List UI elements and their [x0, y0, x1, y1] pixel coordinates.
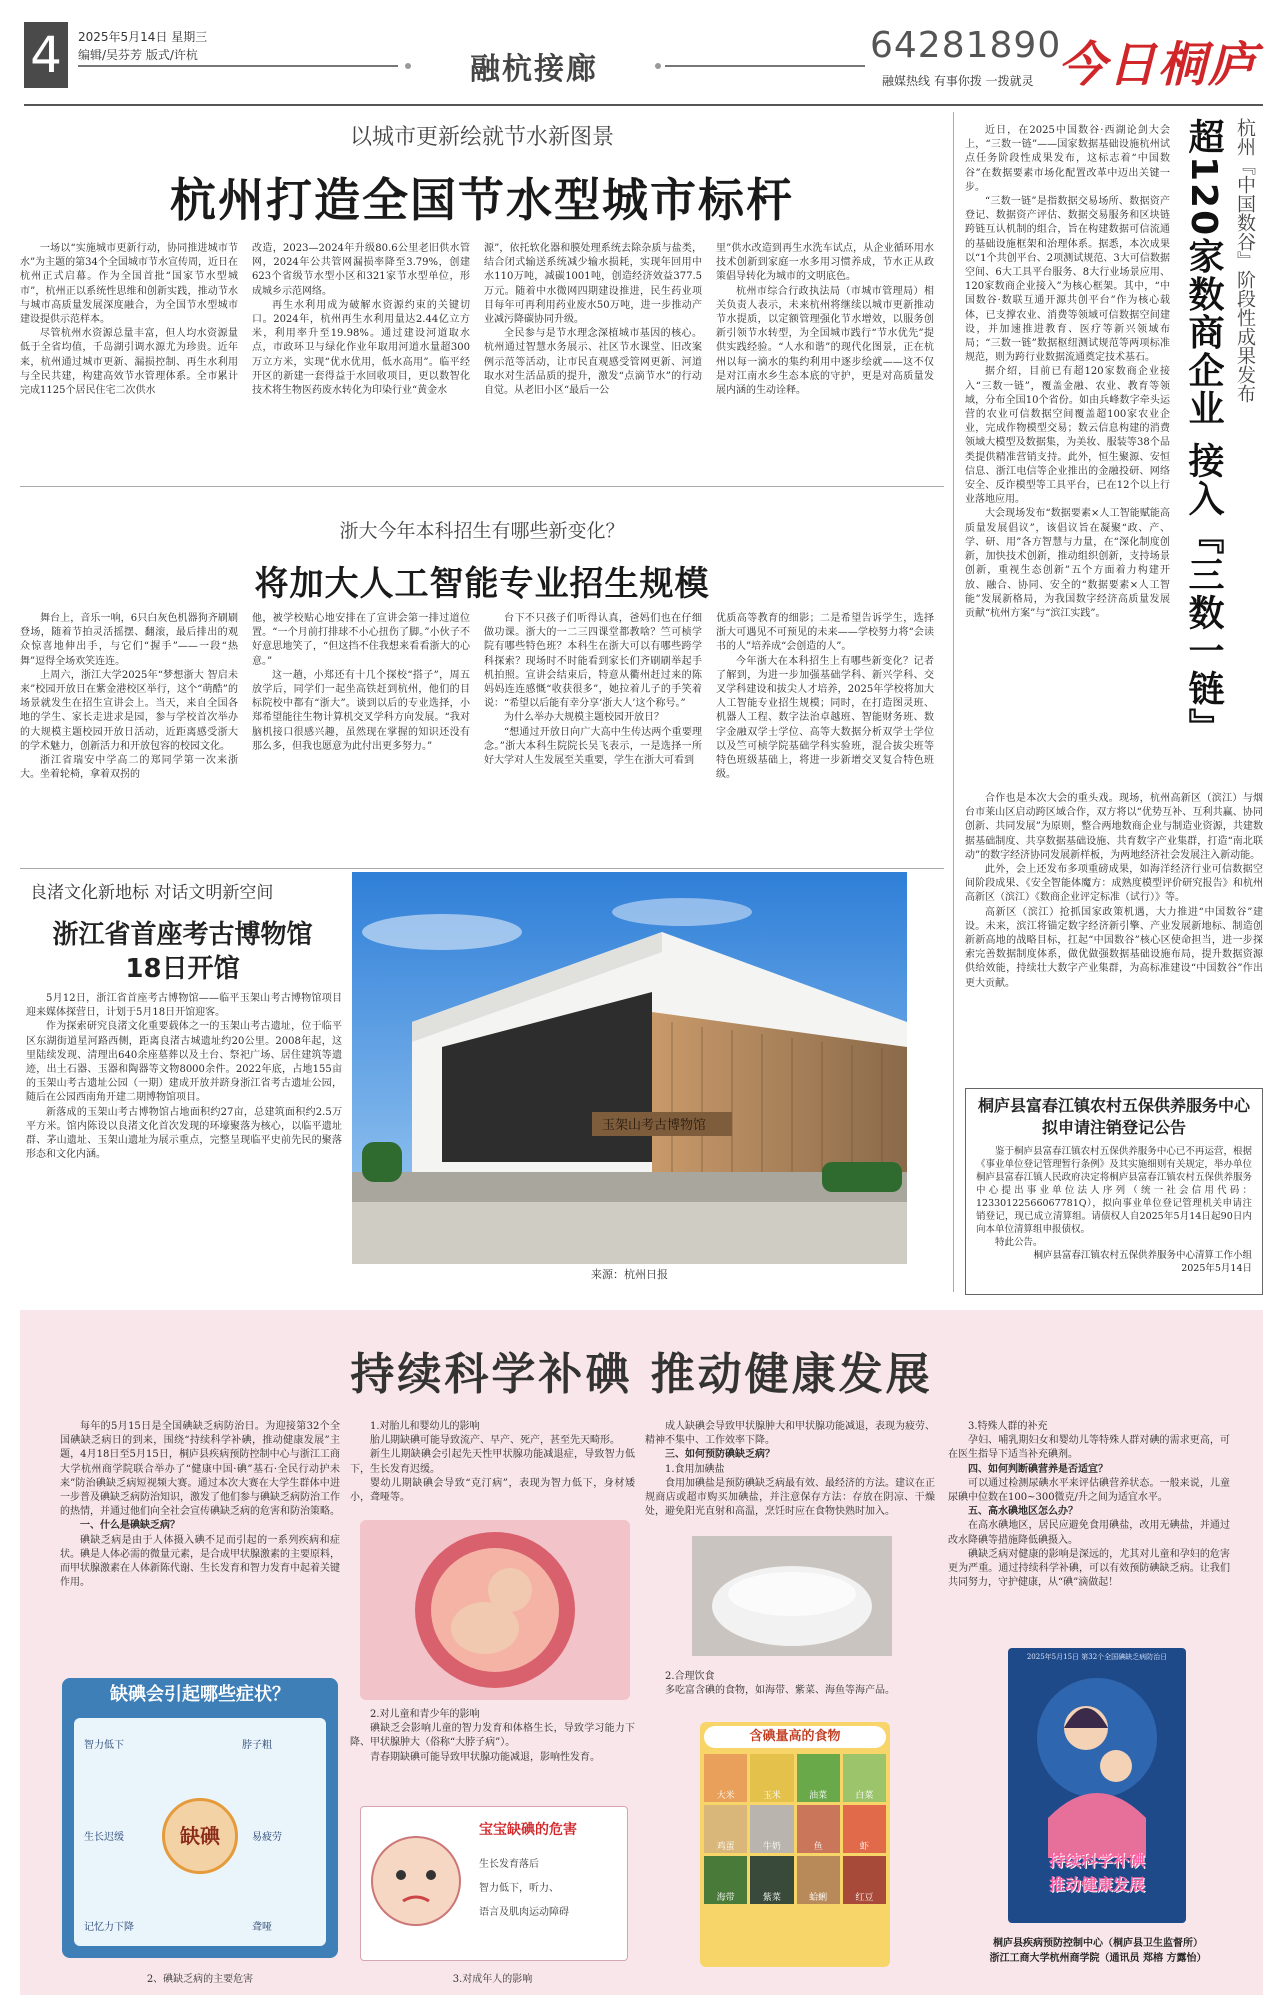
mother-child-illustration [1008, 1668, 1186, 1858]
health-paragraph: 多吃富含碘的食物，如海带、紫菜、海鱼等海产品。 [665, 1685, 895, 1697]
poster-caption: 2、碘缺乏病的主要危害 [146, 1974, 254, 1985]
museum-headline-2: 18日开馆 [125, 954, 240, 984]
zju-article [20, 494, 944, 862]
water-paragraph: 全民参与是节水理念深植城市基因的核心。杭州通过智慧水务展示、社区节水课堂、旧改案例示范等活动，让市民直观感受管网更新、河道取水对生活品质的提升，激发“点滴节水”的行动自觉。从老旧小区“最后一公 [484, 328, 702, 397]
food-item: 油菜 [797, 1754, 840, 1802]
iodine-foods-poster [700, 1722, 890, 1967]
health-paragraph: 碘缺乏病是由于人体摄入碘不足而引起的一系列疾病和症状。碘是人体必需的微量元素，是合成甲状腺激素的主要原料，而甲状腺激素在人体新陈代谢、生长发育和智力发育中起着关键作用。 [60, 1534, 340, 1589]
credit-line-2: 浙江工商大学杭州商学院（通讯员 郑榕 方露怡） [989, 1953, 1207, 1964]
campaign-poster-title-1: 持续科学补碘 [1048, 1851, 1145, 1870]
health-subheading: 1.对胎儿和婴幼儿的影响 [370, 1421, 480, 1432]
museum-kicker: 良渚文化新地标 对话文明新空间 [30, 883, 274, 903]
header-bottom-rule [24, 104, 1263, 106]
museum-paragraph: 5月12日，浙江省首座考古博物馆——临平玉架山考古博物馆项目迎来媒体探营日，计划于5月18日开馆迎客。 [26, 993, 342, 1019]
header-rule-left [78, 65, 398, 67]
header-meta [78, 28, 207, 64]
foods-poster-title: 含碘量高的食物 [704, 1726, 886, 1748]
health-paragraph: 胎儿期缺碘可能导致流产、早产、死产，甚至先天畸形。 [370, 1435, 620, 1447]
food-item: 虾 [843, 1805, 886, 1853]
foods-grid [704, 1754, 886, 1904]
water-paragraph: 源”，依托软化器和膜处理系统去除杂质与盐类，结合闭式输送系统减少输水损耗，实现年回用中水110万吨，减碳1001吨，创造经济效益377.5万元。随着中水微网四期建设推进，民生药业项目每年可再利用药业废水50万吨，进一步推动产业减污降碳协同升级。 [484, 243, 702, 326]
health-credits [948, 1936, 1248, 1966]
zju-paragraph: 这一趟，小郑还有十几个探校“搭子”，周五放学后，同学们一起坐高铁赶到杭州，他们的目标院校中都有“浙大”。谈到以后的专业选择，小郑希望能往生物计算机交叉学科方向发展。“我对脑机接口很感兴趣，虽然现在掌握的知识还没有那么多，但我也愿意为此付出更多努力。” [252, 669, 470, 752]
health-paragraph: 食用加碘盐是预防碘缺乏病最有效、最经济的方法。建议在正规商店或超市购买加碘盐，并注意保存方法：存放在阴凉、干燥处，避免阳光直射和高温，烹饪时应在食物快熟时加入。 [645, 1477, 935, 1518]
food-item: 白菜 [843, 1754, 886, 1802]
water-article [20, 112, 944, 477]
digital-paragraph: 高新区（滨江）抢抓国家政策机遇，大力推进“中国数谷”建设。未来，滨江将锚定数字经济新引擎、产业发展新地标、制造创新新高地的战略目标，扛起“中国数谷”核心区使命担当，进一步探索完善数据制度体系，做优做强数据基础设施布局，提升数据资源供给效能，持续壮大数字产业集群，为高标准建设“中国数谷”作出更大贡献。 [965, 906, 1263, 989]
zju-paragraph: 今年浙大在本科招生上有哪些新变化？记者了解到，为进一步加强基础学科、新兴学科、交叉学科建设和拔尖人才培养，2025年学校将加大人工智能专业招生规模；同时，在打造图灵班、机器人工程、数字法治卓越班、智能财务班、数字金融双学士学位、高等大数据分析双学士学位以及竺可桢学院基础学科实验班，混合拔尖班等特色班级基础上，将进一步新增交叉复合特色班级。 [716, 655, 934, 781]
newspaper-masthead: 今日桐庐 [1058, 37, 1259, 93]
zju-paragraph: 浙江省瑞安中学高二的郑同学第一次来浙大。坐着轮椅，拿着双拐的 [20, 755, 238, 781]
poster-caption: 3.对成年人的影响 [452, 1974, 533, 1985]
water-kicker: 以城市更新绘就节水新图景 [349, 125, 614, 150]
symptom-label: 生长迟缓 [84, 1832, 124, 1843]
poster-title: 缺碘会引起哪些症状？ [110, 1684, 290, 1705]
health-headline: 持续科学补碘 推动健康发展 [350, 1349, 933, 1400]
fetus-illustration [360, 1520, 630, 1700]
notice-body: 鉴于桐庐县富春江镇农村五保供养服务中心已不再运营，根据《事业单位登记管理暂行条例》及其实施细则有关规定，举办单位桐庐县富春江镇人民政府决定将桐庐县富春江镇农村五保供养服务中心提出事业单位法人序列（统一社会信用代码：12330122566067781Q），拟向事业单位登记管理机关申请注销登记，现已成立清算组。请债权人自2025年5月14日起90日内向本单位清算组申报债权。 [976, 1146, 1252, 1235]
page-number: 4 [24, 22, 68, 88]
notice-title-1: 桐庐县富春江镇农村五保供养服务中心 [977, 1096, 1250, 1115]
food-item: 大米 [704, 1754, 747, 1802]
baby-poster-item: 语言及肌肉运动障碍 [479, 1907, 569, 1918]
divider [20, 868, 944, 869]
zju-kicker: 浙大今年本科招生有哪些新变化？ [339, 520, 625, 542]
header-dot-left [405, 63, 411, 69]
museum-article [20, 872, 345, 1292]
health-column-3 [645, 1420, 935, 1519]
health-paragraph: 成人缺碘会导致甲状腺肿大和甲状腺功能减退，表现为疲劳、精神不集中、工作效率下降。 [645, 1421, 935, 1447]
zju-paragraph: “想通过开放日向广大高中生传达两个重要理念。”浙大本科生院院长吴飞表示，一是选择一所好大学对人生发展至关重要，学生在浙大可看到 [484, 726, 702, 767]
page-header [0, 0, 1280, 112]
health-subheading: 1.食用加碘盐 [665, 1463, 725, 1475]
water-paragraph: 尽管杭州水资源总量丰富，但人均水资源量低于全省均值，千岛湖引调水源尤为珍贵。近年来，杭州通过城市更新、漏损控制、再生水利用与全民共建，构建高效节水管理体系。全市累计完成1125个居民住宅二次供水 [20, 328, 238, 397]
symptom-label: 脖子粗 [242, 1740, 272, 1751]
symptom-label: 智力低下 [84, 1740, 124, 1751]
digital-column-a [965, 124, 1170, 621]
campaign-poster-title-2: 推动健康发展 [1048, 1875, 1145, 1894]
campaign-poster-top: 2025年5月15日 第32个全国碘缺乏病防治日 [1026, 1653, 1168, 1661]
iodized-salt-photo [692, 1536, 892, 1656]
food-item: 海带 [704, 1856, 747, 1904]
museum-photo [352, 872, 907, 1286]
baby-poster-item: 智力低下，听力、 [479, 1883, 559, 1894]
digital-paragraph: 据介绍，目前已有超120家数商企业接入“三数一链”，覆盖金融、农业、教育等领域，分布全国10个省份。如由兵峰数字牵头运营的农业可信数据空间覆盖超100家农业企业，完成作物模型交易；数云信息构建的消费领域大模型及数据集，为美妆、服装等38个品类提供精准营销支持。此外，恒生聚源、安恒信息、浙江电信等企业推出的金融投研、网络安全、反诈模型等工具平台，已在12个以上行业落地应用。 [965, 366, 1170, 506]
notice-title-2: 拟申请注销登记公告 [1041, 1118, 1186, 1137]
food-item: 红豆 [843, 1856, 886, 1904]
baby-poster-title: 宝宝缺碘的危害 [479, 1822, 577, 1838]
health-paragraph: 婴幼儿期缺碘会导致“克汀病”，表现为智力低下，身材矮小，聋哑等。 [350, 1477, 635, 1504]
zju-paragraph: 上周六，浙江大学2025年“梦想浙大 智启未来”校园开放日在紫金港校区举行，这个“萌酷”的场景就发生在招生宣讲会上。当天，来自全国各地的学生、家长走进求是园，参与学校首次举办的大规模主题校园开放日活动，近距离感受浙大的学术魅力，创新活力和开放包容的校园文化。 [20, 669, 238, 752]
header-dot-right [655, 63, 661, 69]
water-paragraph: 一场以“实施城市更新行动，协同推进城市节水”为主题的第34个全国城市节水宣传周，近日在杭州正式启幕。作为全国首批“国家节水型城市”，杭州正以系统性思维和创新实践，推动节水与城市高质量发展深度融合，为全国节水型城市建设提供示范样本。 [20, 243, 238, 326]
notice-closing: 特此公告。 [995, 1237, 1043, 1248]
symptom-label: 易疲劳 [252, 1832, 282, 1843]
food-item: 紫菜 [750, 1856, 793, 1904]
food-item: 蛤蜊 [797, 1856, 840, 1904]
health-subheading: 2.合理饮食 [665, 1671, 715, 1682]
water-paragraph: 杭州市综合行政执法局（市城市管理局）相关负责人表示，未来杭州将继续以城市更新推动节水提质，以定额管理强化节水增效，以服务创新引领节水转型，为全国城市践行“节水优先”提供实践经验。“人水和谐”的现代化图景，正在杭州以每一滴水的集约利用中逐步绘就——这不仅是对江南水乡生态本底的守护，更是对高质量发展内涵的生动诠释。 [716, 285, 934, 397]
health-paragraph: 碘缺乏会影响儿童的智力发育和体格生长，导致学习能力下降、甲状腺肿大（俗称“大脖子病”）。 [350, 1723, 635, 1749]
museum-paragraph: 作为探索研究良渚文化重要载体之一的玉架山考古遗址，位于临平区东湖街道星河路西侧，距离良渚古城遗址约20公里。2008年起，这里陆续发现、清理出640余座墓葬以及土台、祭祀广场、居住建筑等遗迹，出土石器、玉器和陶器等文物8000余件。2022年底，占地155亩的玉架山考古遗址公园（一期）建成开放并跻身浙江省考古遗址公园，随后在公园西南角开建二期博物馆项目。 [26, 1021, 342, 1104]
food-item: 鱼 [797, 1805, 840, 1853]
water-paragraph: 里”供水改造到再生水洗车试点，从企业循环用水技术创新到家庭一水多用习惯养成，节水正从政策倡导转化为城市的文明底色。 [716, 243, 934, 283]
health-section [20, 1310, 1263, 1995]
header-rule-right [665, 65, 865, 67]
zju-paragraph: 优质高等教育的细影；二是希望告诉学生，选择浙大可遇见不可预见的未来——学校努力将“会读书的人”培养成“会创造的人”。 [716, 613, 934, 653]
digital-paragraph: 近日，在2025中国数谷·西湖论剑大会上，“三数一链”——国家数据基础设施杭州试点任务阶段性成果发布，这标志着“中国数谷”在数据要素市场化配置改革中迈出关键一步。 [965, 125, 1170, 193]
editor-credits: 编辑/吴芬芳 版式/许杭 [78, 48, 198, 62]
health-column-2 [350, 1420, 635, 1505]
photo-credit: 来源：杭州日报 [352, 1264, 907, 1286]
health-column-2b [350, 1708, 635, 1765]
water-headline: 杭州打造全国节水型城市标杆 [170, 173, 794, 227]
food-item: 牛奶 [750, 1805, 793, 1853]
poster-center-badge: 缺碘 [162, 1798, 238, 1874]
symptom-label: 聋哑 [252, 1922, 272, 1933]
section-title: 融杭接廊 [470, 52, 598, 87]
health-subheading: 2.对儿童和青少年的影响 [370, 1709, 480, 1720]
water-paragraph: 改造，2023—2024年升级80.6公里老旧供水管网，2024年公共管网漏损率降至3.79%，创建623个省级节水型小区和321家节水型单位，形成城乡示范网络。 [252, 243, 470, 297]
health-paragraph: 新生儿期缺碘会引起先天性甲状腺功能减退症，导致智力低下，生长发育迟缓。 [350, 1449, 635, 1475]
digital-vertical-kicker: 杭州『中国数谷』阶段性成果发布 [1234, 118, 1256, 403]
health-paragraph: 每年的5月15日是全国碘缺乏病防治日。为迎接第32个全国碘缺乏病日的到来，围绕“持续科学补碘，推动健康发展”主题，4月18日至5月15日，桐庐县疾病预防控制中心与浙江工商大学杭州商学院联合举办了“健康中国·碘”基石·全民行动护未来”防治碘缺乏病短视频大赛。通过本次大赛在大学生群体中进一步普及碘缺乏病防治知识，激发了他们参与碘缺乏病防治工作的热情，并通过他们向全社会宣传碘缺乏病的危害和防治策略。 [60, 1421, 340, 1518]
zju-headline: 将加大人工智能专业招生规模 [254, 564, 710, 604]
photo-sign-text: 玉架山考古博物馆 [602, 1118, 707, 1133]
notice-signer: 桐庐县富春江镇农村五保供养服务中心清算工作小组 [1033, 1250, 1252, 1261]
baby-iodine-poster [360, 1806, 628, 1961]
digital-paragraph: 合作也是本次大会的重头戏。现场，杭州高新区（滨江）与烟台市莱山区启动跨区域合作，双方将以“优势互补、互利共赢、协同创新、共同发展”为原则，整合两地数商企业与制造业资源，共建数据基础制度、共享数据基础设施、共育数字产业集群，打造“南北联动”的数字经济协同发展新样板，为两地经济社会发展注入新动能。 [965, 793, 1263, 861]
baby-poster-item: 生长发育落后 [479, 1859, 539, 1870]
health-paragraph: 在高水碘地区，居民应避免食用碘盐，改用无碘盐，并通过改水降碘等措施降低碘摄入。 [948, 1520, 1230, 1546]
salt-bowl-icon [692, 1536, 892, 1656]
public-notice [965, 1088, 1263, 1295]
health-subheading: 五、高水碘地区怎么办？ [968, 1506, 1078, 1518]
hotline-number: 64281890 [870, 25, 1062, 66]
health-paragraph: 可以通过检测尿碘水平来评估碘营养状态。一般来说，儿童尿碘中位数在100~300微克/升之间为适宜水平。 [948, 1477, 1230, 1504]
museum-paragraph: 新落成的玉架山考古博物馆占地面积约27亩，总建筑面积约2.5万平方米。馆内陈设以良渚文化首次发现的环壕聚落为核心，以临平遗址群、茅山遗址、玉架山遗址为展示重点，完整呈现临平史前先民的聚落形态和文化内涵。 [26, 1106, 342, 1161]
campaign-poster [1008, 1648, 1186, 1923]
digital-paragraph: “三数一链”是指数据交易场所、数据资产登记、数据资产评估、数据交易服务和区块链跨链互认机制的组合，旨在构建数据可信流通的基础设施框架和治理体系。据悉，本次成果以“1个共创平台、2项测试规范、3大可信数据空间、6大工具平台服务、8大行业场景应用、120家数商企业接入”为核心框架。其中，“中国数谷·数联互通开源共创平台”作为核心载体，已支撑农业、消费等领域可信数据空间建设，并加速推进教育、医疗等新兴领域布局；“三数一链”数据枢纽测试规范等两项标准规范，则为跨行业数据流通奠定技术基石。 [965, 196, 1170, 364]
symptom-label: 记忆力下降 [84, 1922, 134, 1933]
zju-paragraph: 舞台上，音乐一响，6只白灰色机器狗齐刷刷登场，随着节拍灵活摇摆、翻滚，最后排出的观众惊喜地伸出手，与它们“握手”——一段“热舞”逗得全场欢笑连连。 [20, 613, 238, 667]
credit-line-1: 桐庐县疾病预防控制中心（桐庐县卫生监督所） [993, 1938, 1203, 1949]
water-paragraph: 再生水利用成为破解水资源约束的关键切口。2024年，杭州再生水利用量达2.44亿立方米，利用率升至19.98%。通过建设河道取水点，市政环卫与绿化作业年取用河道水量超300万立方米，实现“优水优用，低水高用”。临平经开区的新建一套得益于水回收项目，更以数智化技术将生物医药废水转化为印染行业“黄金水 [252, 299, 470, 397]
museum-headline: 浙江省首座考古博物馆 [52, 920, 313, 950]
divider [20, 486, 944, 487]
baby-face-icon [361, 1809, 471, 1959]
column-divider [953, 112, 954, 1292]
zju-paragraph: 为什么举办大规模主题校园开放日？ [504, 712, 664, 724]
health-paragraph: 碘缺乏病对健康的影响是深远的，尤其对儿童和孕妇的危害更为严重。通过持续科学补碘，可以有效预防碘缺乏病。让我们共同努力，守护健康，从“碘”滴做起！ [948, 1548, 1230, 1589]
zju-paragraph: 他，被学校贴心地安排在了宣讲会第一排过道位置。“一个月前打排球不小心扭伤了脚。”小伙子不好意思地笑了，“但这挡不住我想来看看浙大的心意。” [252, 613, 470, 667]
health-subheading: 四、如何判断碘营养是否适宜？ [968, 1463, 1108, 1475]
issue-date: 2025年5月14日 星期三 [78, 30, 208, 44]
fetus-icon [360, 1520, 630, 1700]
health-column-1 [60, 1420, 340, 1590]
food-item: 玉米 [750, 1754, 793, 1802]
health-column-3b [645, 1670, 935, 1698]
museum-building-illustration [352, 872, 907, 1286]
digital-paragraph: 此外，会上还发布多项重磅成果，如海洋经济行业可信数据空间阶段成果、《安全智能体魔方：成熟度模型评价研究报告》和杭州高新区（滨江）《数商企业评定标准（试行）》等。 [965, 864, 1263, 904]
health-paragraph: 孕妇、哺乳期妇女和婴幼儿等特殊人群对碘的需求更高，可在医生指导下适当补充碘剂。 [948, 1435, 1230, 1461]
digital-column-b [965, 792, 1263, 991]
digital-paragraph: 大会现场发布“数据要素×人工智能赋能高质量发展倡议”，该倡议旨在凝聚“政、产、学、研、用”各方智慧与力量，在“深化制度创新，加快技术创新，推动组织创新，支持场景创新，重视生态创新”五个方面着力构建开放、融合、协同、安全的“数据要素×人工智能”发展新格局，为我国数字经济高质量发展贡献“杭州方案”与“滨江实践”。 [965, 508, 1170, 619]
health-subheading: 3.特殊人群的补充 [968, 1421, 1048, 1432]
health-column-4 [948, 1420, 1230, 1590]
zju-paragraph: 台下不只孩子们听得认真，爸妈们也在仔细做功课。浙大的一二三四课堂都教啥？竺可桢学院有哪些特色班？本科生在浙大可以有哪些跨学科探索？现场时不时能看到家长们齐刷刷举起手机拍照。宣讲会结束后，特意从衢州赶过来的陈妈妈连连感慨“收获很多”，她拉着儿子的手笑着说：“希望以后能有幸分享‘浙大人’这个称号。” [484, 613, 702, 710]
iodine-symptoms-poster [62, 1678, 338, 1958]
health-paragraph: 青春期缺碘可能导致甲状腺功能减退，影响性发育。 [370, 1751, 600, 1763]
food-item: 鸡蛋 [704, 1805, 747, 1853]
digital-vertical-headline: 超120家数商企业 接入『三数一链』 [1183, 118, 1224, 746]
hotline-slogan: 融媒热线 有事你拨 一拨就灵 [882, 74, 1034, 88]
notice-date: 2025年5月14日 [1181, 1263, 1252, 1274]
health-subheading: 三、如何预防碘缺乏病？ [665, 1449, 775, 1461]
health-subheading: 一、什么是碘缺乏病？ [80, 1520, 180, 1532]
